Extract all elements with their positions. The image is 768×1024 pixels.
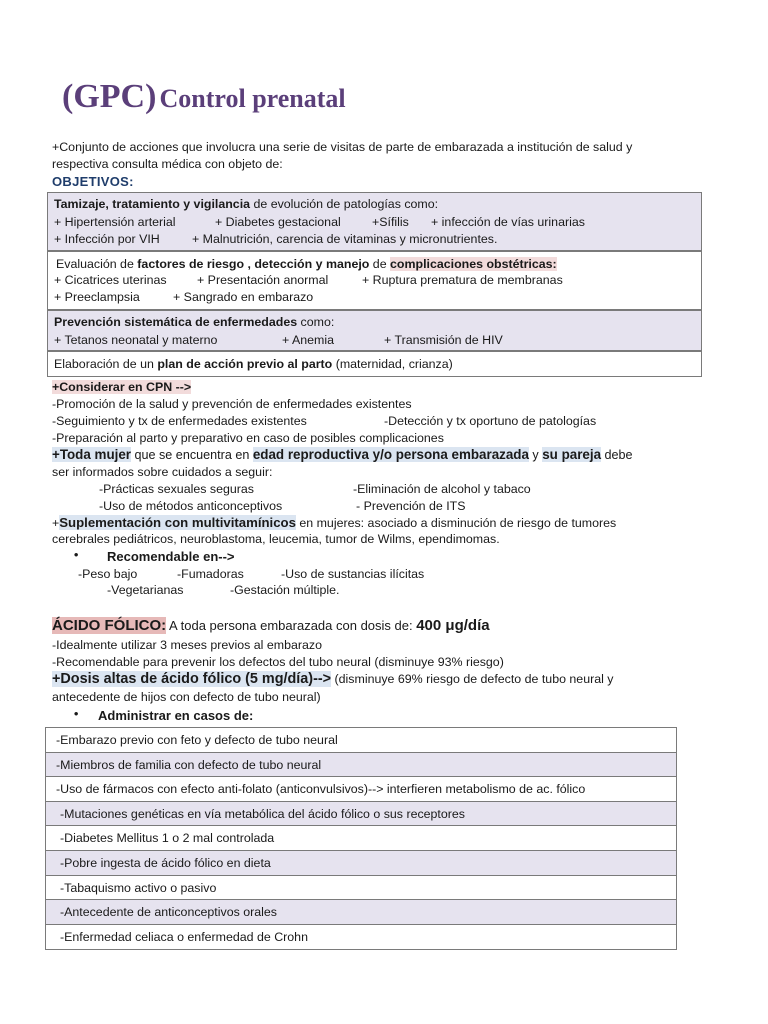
cpn-line-2b: -Detección y tx oportuno de patologías	[384, 414, 597, 428]
mujer-item-4: - Prevención de ITS	[356, 499, 466, 513]
table-cell: -Enfermedad celiaca o enfermedad de Crohn	[60, 929, 308, 944]
item-diabetes: + Diabetes gestacional	[215, 215, 341, 229]
table-row	[46, 925, 676, 950]
casos-table	[45, 727, 677, 950]
table-row	[46, 753, 676, 778]
mujer-strong3: su pareja	[542, 447, 602, 462]
item-sifilis: +Sífilis	[372, 215, 409, 229]
box1-heading	[54, 197, 438, 211]
box2-row2	[54, 290, 314, 304]
title-prefix: (GPC)	[62, 78, 157, 115]
item-anemia: + Anemia	[282, 333, 335, 347]
recom-item-3: -Uso de sustancias ilícitas	[281, 567, 425, 581]
table-cell: -Uso de fármacos con efecto anti-folato (anticonvulsivos)--> interfieren metabolismo de ac. fólico	[56, 782, 586, 797]
table-cell: -Miembros de familia con defecto de tubo neural	[56, 757, 322, 772]
item-malnutricion: + Malnutrición, carencia de vitaminas y micronutrientes.	[192, 232, 498, 246]
table-cell: -Pobre ingesta de ácido fólico en dieta	[60, 855, 271, 870]
box2-mid: de	[369, 257, 391, 271]
mujer-item-2: -Eliminación de alcohol y tabaco	[353, 482, 531, 496]
box3-rest: como:	[297, 315, 335, 329]
item-cicatrices: + Cicatrices uterinas	[54, 273, 167, 287]
dosis-line-1	[52, 671, 614, 687]
mujer-t2: y	[528, 448, 543, 462]
table-cell: -Mutaciones genéticas en vía metabólica del ácido fólico o sus receptores	[60, 806, 465, 821]
dosis-line-2: antecedente de hijos con defecto de tubo neural)	[52, 690, 321, 704]
table-cell: -Antecedente de anticonceptivos orales	[60, 905, 277, 920]
cpn-line-1: -Promoción de la salud y prevención de enfermedades existentes	[52, 397, 412, 411]
acido-dose: 400 μg/día	[416, 617, 490, 634]
box4-pre: Elaboración de un	[54, 357, 158, 371]
suplementacion-line-1	[52, 515, 616, 530]
objetivos-heading: OBJETIVOS:	[52, 174, 134, 189]
mujer-t1: que se encuentra en	[131, 448, 253, 462]
box1-row1	[54, 215, 585, 229]
item-hipertension: + Hipertensión arterial	[54, 215, 176, 229]
item-presentacion: + Presentación anormal	[197, 273, 329, 287]
supl-plus: +	[52, 516, 60, 530]
acido-heading-line	[52, 617, 490, 634]
table-cell: -Tabaquismo activo o pasivo	[60, 880, 217, 895]
table-row	[46, 900, 676, 925]
table-row	[46, 728, 676, 753]
intro-line-1: +Conjunto de acciones que involucra una serie de visitas de parte de embarazada a institución de salud y	[52, 140, 633, 154]
suplementacion-line-2: cerebrales pediátricos, neuroblastoma, leucemia, tumor de Wilms, ependimomas.	[52, 532, 500, 546]
recom-item-4: -Vegetarianas	[107, 583, 184, 597]
title-main: Control prenatal	[159, 84, 346, 113]
objective-box-riesgo	[47, 251, 702, 310]
box2-strong1: factores de riesgo , detección y manejo	[137, 257, 370, 271]
item-vih: + Infección por VIH	[54, 232, 160, 246]
table-row	[46, 851, 676, 876]
mujer-strong1: +Toda mujer	[52, 447, 131, 462]
acido-line-1: -Idealmente utilizar 3 meses previos al embarazo	[52, 638, 322, 652]
table-row	[46, 802, 676, 827]
table-row	[46, 876, 676, 901]
bullet-icon: •	[74, 548, 79, 562]
recom-item-1: -Peso bajo	[78, 567, 138, 581]
page-title	[62, 78, 346, 116]
objective-box-tamizaje	[47, 192, 702, 251]
box2-strong2: complicaciones obstétricas:	[390, 257, 557, 271]
supl-rest: en mujeres: asociado a disminución de riesgo de tumores	[295, 516, 617, 530]
cpn-line-3: -Preparación al parto y preparativo en caso de posibles complicaciones	[52, 431, 444, 445]
dosis-strong: +Dosis altas de ácido fólico (5 mg/día)-->	[52, 671, 332, 687]
acido-line-2: -Recomendable para prevenir los defectos del tubo neural (disminuye 93% riesgo)	[52, 655, 504, 669]
item-tetanos: + Tetanos neonatal y materno	[54, 333, 218, 347]
dosis-rest: (disminuye 69% riesgo de defecto de tubo neural y	[331, 672, 614, 686]
mujer-line-2: ser informados sobre cuidados a seguir:	[52, 465, 273, 479]
recom-item-2: -Fumadoras	[177, 567, 244, 581]
bullet-icon: •	[74, 707, 79, 721]
box1-strong: Tamizaje, tratamiento y vigilancia	[54, 197, 251, 211]
box3-row1	[54, 333, 503, 347]
item-hiv: + Transmisión de HIV	[384, 333, 503, 347]
item-ivu: + infección de vías urinarias	[431, 215, 585, 229]
objective-box-prevencion	[47, 310, 702, 351]
item-preeclampsia: + Preeclampsia	[54, 290, 140, 304]
mujer-t3: debe	[601, 448, 633, 462]
cpn-heading-text: +Considerar en CPN -->	[52, 380, 192, 394]
table-cell: -Embarazo previo con feto y defecto de tubo neural	[56, 733, 338, 747]
acido-text: A toda persona embarazada con dosis de:	[166, 618, 417, 633]
box2-heading	[56, 257, 557, 271]
box1-row2	[54, 232, 498, 246]
table-row	[46, 777, 676, 802]
box4-line	[54, 357, 453, 371]
box3-heading	[54, 315, 334, 329]
mujer-item-3: -Uso de métodos anticonceptivos	[99, 499, 283, 513]
box4-strong: plan de acción previo al parto	[157, 357, 333, 371]
mujer-item-1: -Prácticas sexuales seguras	[99, 482, 254, 496]
table-row	[46, 826, 676, 851]
mujer-line-1	[52, 447, 633, 462]
objective-box-plan	[47, 351, 702, 377]
recomendable-heading: Recomendable en-->	[107, 549, 235, 564]
table-cell: -Diabetes Mellitus 1 o 2 mal controlada	[60, 831, 275, 846]
administrar-heading: Administrar en casos de:	[98, 708, 254, 723]
cpn-line-2a: -Seguimiento y tx de enfermedades existentes	[52, 414, 307, 428]
cpn-heading	[52, 380, 191, 394]
acido-heading: ÁCIDO FÓLICO:	[52, 617, 167, 634]
box2-pre: Evaluación de	[56, 257, 138, 271]
box2-row1	[54, 273, 563, 287]
mujer-strong2: edad reproductiva y/o persona embarazada	[252, 447, 529, 462]
intro-line-2: respectiva consulta médica con objeto de:	[52, 157, 283, 171]
item-ruptura: + Ruptura prematura de membranas	[362, 273, 563, 287]
item-sangrado: + Sangrado en embarazo	[173, 290, 314, 304]
supl-strong: Suplementación con multivitamínicos	[59, 515, 296, 530]
box3-strong: Prevención sistemática de enfermedades	[54, 315, 298, 329]
recom-item-5: -Gestación múltiple.	[230, 583, 340, 597]
box4-rest: (maternidad, crianza)	[332, 357, 453, 371]
box1-rest: de evolución de patologías como:	[250, 197, 439, 211]
